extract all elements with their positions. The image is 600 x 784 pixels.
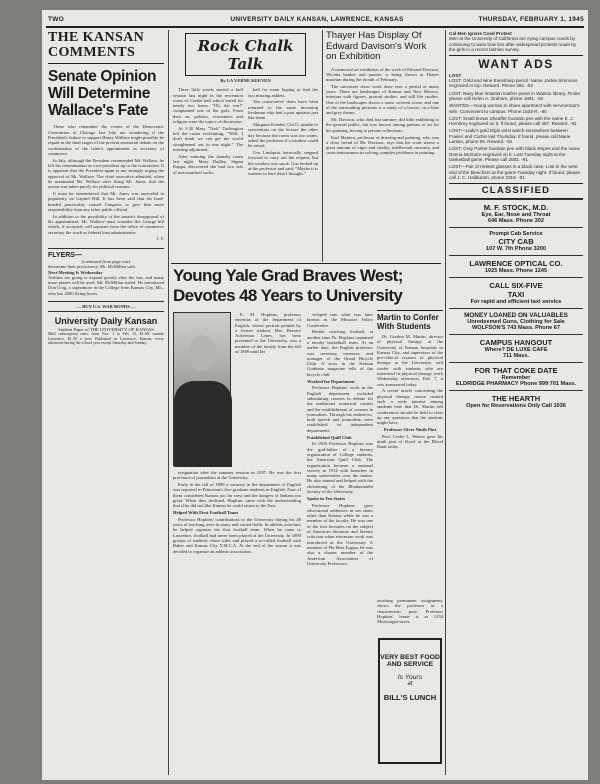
- ad-name: THE HEARTH: [491, 394, 541, 404]
- blood-paragraph: Prof. Leslie L. Waters gave his ninth pint of blood at the Blood Bank today.: [377, 433, 443, 450]
- ad-city-cab[interactable]: [449, 227, 583, 255]
- martin-paragraph: A recent article concerning the physical therapy course created such a wide interest among students here that Dr. Martin felt conferences should be held to clear up any questions that the students might have.: [377, 388, 443, 426]
- ad-detail: Eye, Ear, Nose and Throat: [481, 212, 551, 219]
- ad-address: 711 Mass.: [502, 353, 530, 360]
- ad-detail: Where? DE LUXE CAFE: [484, 347, 548, 354]
- martin-paragraph: Dr. Gordon M. Martin, director of physical therapy at the University of Kansas hospitals in Kansas City, and supervisor of the pre-clinical courses in physical therapy at the University, will confer with students who are interested in physical therapy work Wednesday afternoon, Feb. 7, it was announced today.: [377, 334, 443, 387]
- flyers-title: FLYERS—: [48, 251, 82, 259]
- ad-wolfsons[interactable]: [449, 308, 583, 334]
- ad-line: Is Yours: [397, 674, 423, 681]
- column-paragraph: Margaret Kreider, Chi O, unable to concentrate on the lecture the other day because the room was too warm, asked the professor if a window could be raised.: [248, 122, 318, 149]
- editorial-paragraph: Those who remember the events of the Democratic Convention in Chicago last July are wondering if the President's failure to support Henry Wallace might possibly be repaid in the final stages of the present senatorial debate on the confirmation of the latter's appointment as secretary of commerce.: [48, 124, 164, 156]
- ad-address: ELDRIDGE PHARMACY Phone 999 701 Mass.: [455, 381, 577, 388]
- editorial-paragraph: In addition to the possibility of the senate's disapproval of his appointment, Mr. Wallace must consider the George bill which, if accepted, will separate from the office of commerce secretary the work as federal loan administrator.: [48, 213, 164, 235]
- ad-line: at: [407, 681, 413, 687]
- column-paragraph: Three little words started a bull session last night in the recreation room of Corbin hall which lasted for nearly two hours. "Oh, the war!" complained one of the girls. From then on, politics, economics and religion were the topics of discussion.: [173, 87, 243, 125]
- ad-deluxe-cafe[interactable]: [449, 334, 583, 362]
- ad-hearth[interactable]: [449, 390, 583, 412]
- flyers-body: determine their proficiency, Mr. McMillen said.: [48, 264, 136, 270]
- martin-headline: Martin to Confer With Students: [377, 310, 443, 331]
- hopkins-paragraph: Beside coaching football, at another time Dr. Hopkins captained a faculty basketball team. At an earlier date, the English professor was secretary, treasurer, and manager of the Oread Bicycle Club. A story in the Kansan Graduate magazine tells of the bicycle club.: [307, 329, 373, 377]
- davison-paragraph: A memorial art exhibition of the work of Edward Davison, Wichita banker and painter, is being shown at Thayer museum during the month of February.: [326, 66, 439, 83]
- want-ad-item: LOST: Gray Parker fountain pen with black stripes and the name Deena McGuire engraved on it. Lost Tuesday night at the basketball game. Please call 2582. -91: [449, 146, 580, 162]
- want-ad-item: WANTED—Young woman to share apartment with serviceman's wife. Convenient to campus. Phone 1534-R. -90: [449, 103, 580, 114]
- next-meeting-subhead: Next Meeting Is Wednesday: [48, 269, 103, 275]
- kansan-comments-column: [48, 31, 164, 776]
- hopkins-paragraph: veloped into what was later known as the Missouri Valley Conference.: [307, 312, 373, 328]
- want-ad-list: [449, 78, 583, 180]
- hopkins-paragraph: E. M. Hopkins, professor emeritus of the department of English, whose portrait painted by a former student, Mrs. Bernice Ackerman Lepes, has been presented to the University, was a member of the faculty from the fall of 1889 until his: [235, 312, 301, 355]
- ad-name: LAWRENCE OPTICAL CO.: [469, 259, 563, 269]
- column-text-right: [248, 87, 318, 178]
- ad-name: CAMPUS HANGOUT: [479, 338, 553, 348]
- ad-address: 107 W. 7th Phone 3200: [485, 246, 546, 253]
- want-ad-item: LOST: Small brown Sheaffer fountain pen with the name E. J. Hembrey engraved on it. If found, please call 267. Reward. -91: [449, 115, 577, 127]
- classified-column: [449, 31, 583, 776]
- editorial-paragraph: In July, although the President commended Mr. Wallace, he left his renomination as vice-president up to the convention. It is apparent that the President again is not strongly urging the approval of Mr. Wallace. The chief executive admitted, when he nominated Mr. Wallace after firing Mr. Jones, that the action was taken purely for political reasons.: [48, 157, 164, 190]
- ad-line: BILL'S LUNCH: [383, 693, 437, 702]
- editorial-body: [48, 124, 164, 241]
- blood-subhead: Professor Gives Ninth Pint: [383, 427, 437, 433]
- bills-lunch-ad[interactable]: [378, 638, 442, 764]
- masthead-title: University Daily Kansan: [54, 316, 158, 327]
- hopkins-subhead: Spoke in Ten States: [307, 495, 346, 501]
- davison-headline: Thayer Has Display Of Edward Davison's Work on Exhibition: [326, 31, 427, 62]
- portrait-face: [188, 335, 216, 371]
- flyers-story: [48, 248, 164, 296]
- ad-name: M. F. STOCK, M.D.: [483, 203, 549, 213]
- ad-address: 646 Mass. Phone 302: [488, 218, 544, 225]
- ad-address: 1025 Mass. Phone 1245: [484, 268, 548, 275]
- hopkins-body-left: [173, 470, 301, 554]
- davison-body: [326, 67, 439, 156]
- want-ad-item: LOST: Navy blue imitation leather purse in Watson library. Finder please call Helen A. Graham, phone 1891. -92: [449, 90, 581, 101]
- want-ad-item: LOST: Gold and wine Eversharp pencil. Name Jackie Simmons engraved in top. Reward. Phone 394. -92: [449, 78, 578, 89]
- next-meeting-body: Airlines are going to expand greatly after the war, and many more planes will be used, Mr. McMillan stated. He introduced Don Crog, a sophomore in the College from Kansas City, Mo., who has 2000 flying hours.: [48, 274, 164, 296]
- hopkins-paragraph: In 1900 Professor Hopkins was the god-father of a literary organization of College students, the American Quill Club. The organization became a national society in 1914 with branches in many universities over the nation. He also named and helped with the christening of the Bhudamanthi Society of the University.: [307, 441, 373, 494]
- ad-name: CITY CAB: [498, 237, 534, 247]
- portrait-photo: [173, 312, 231, 466]
- column-divider: [445, 30, 446, 775]
- ad-name: CALL SIX-FIVE: [489, 281, 543, 291]
- column-paragraph: After entering the laundry room last night, Mary Dudley, Sigma Kappa, discovered she had two sets of mis-matched socks.: [173, 153, 243, 175]
- hopkins-paragraph: Professor Hopkins' work in the English department included substituting courses in debate for the traditional oratorical contest and the establishment of courses in journalism. Through his endeavors, both speech and journalism were established in independent departments.: [307, 385, 373, 433]
- hopkins-paragraph: Early in the fall of 1889 a vacancy in the department of English was reported to Princeton's five graduate students in English. Four of them considered Kansas too far west and the dangers of Indians too great. When they declined, Hopkins came with the understanding that if he did not like Kansas he could return to the East.: [173, 482, 301, 509]
- section-title: THE KANSAN COMMENTS: [48, 31, 164, 64]
- ad-detail: Unredeemed Guns, Clothing for Sale: [467, 319, 565, 326]
- portrait-coat: [174, 381, 232, 467]
- ad-name: TAXI: [507, 290, 525, 300]
- column-paragraph: ball for room hoping to find the two missing anklets.: [248, 87, 318, 98]
- ad-tagline: Prompt Cab Service: [489, 231, 543, 238]
- ad-taxi[interactable]: [449, 277, 583, 308]
- rock-chalk-talk: [173, 31, 318, 263]
- cal-body: Men at the University of California are eying campus coeds by continuing to wear bow ties after widespread protests made by the girls in a recent fashion survey.: [449, 36, 577, 52]
- ad-line: VERY BEST FOOD: [380, 654, 440, 661]
- issue-date: THURSDAY, FEBRUARY 1, 1945: [478, 16, 584, 23]
- davison-paragraph: The canvasses show work done over a period of many years. There are landscapes of Kansas and New Mexico, interiors with figures, portrait studies, and still life studies. One of the landscapes shows a snow covered scene, and one of the outstanding portraits is a study of a lawyer, in a blue and grey theme.: [326, 83, 439, 116]
- column-text-left: [173, 87, 243, 178]
- want-ad-item: LOST—Pair of rimless glasses in a black case. Lost in the west end of the bleachers at the game Tuesday night. If found, please call J. C. Haliburton, phone 2318. -91: [449, 164, 581, 180]
- ad-name: FOR THAT COKE DATE: [474, 366, 558, 376]
- martin-story: [377, 310, 443, 626]
- lost-heading: LOST: [449, 72, 462, 78]
- hopkins-paragraph: Professor Hopkins' contributions to the University during his 48 years of teaching were in many and varied fields. In athletic activities he helped organize the first football team. When he came to Lawrence, football had never been played at the University. In 1890 groups of students chose sides and played a so-called football with Baker and Kansas City Y.M.C.A. At the end of the season it was decided to organize an athletic association.: [173, 516, 301, 554]
- column-divider: [168, 30, 169, 775]
- newspaper-page: [42, 10, 588, 780]
- page-number: TWO: [48, 16, 65, 23]
- war-bonds-banner: — BUY U.S. WAR BONDS —: [48, 301, 164, 312]
- cal-headline: Cal Men Ignore Coed Protest: [449, 31, 512, 36]
- hopkins-paragraph: resignation after the summer session in 1937. He was the first professor of journalism at the University.: [173, 470, 301, 481]
- flyers-continued: (continued from page one): [81, 258, 131, 264]
- hopkins-subhead: Helped With First Football Team: [173, 510, 238, 516]
- davison-exhibition-story: [326, 31, 439, 263]
- hopkins-intro: [235, 312, 301, 466]
- column-logo: [185, 33, 306, 76]
- editorial-headline: Senate Opinion Will Determine Wallace's Fate: [48, 68, 157, 120]
- editorial-signature: J. V.: [156, 236, 164, 242]
- column-paragraph: Gus Lindquist heroically stepped forward to carry out the request, but the window was stuck. Gus looked up at the professor and said: "Maybe it is warmer in here than I thought.": [248, 150, 318, 177]
- ad-line: AND SERVICE: [386, 661, 434, 668]
- header-rule: [46, 26, 584, 28]
- hopkins-subhead: Established Quill Club: [307, 434, 352, 440]
- hopkins-continued: awaiting permanent assignment, shows the professor in a characteristic pose. Professor Hopkins' home is at 1234 Mississippi street.: [377, 598, 443, 625]
- column-paragraph: At 1:30 Mary "Turk" Turkington left the room exclaiming, "Well, I don't think we can get the world straightened out in one night." The meeting adjourned.: [173, 125, 243, 153]
- ad-name: MONEY LOANED ON VALUABLES: [464, 312, 568, 320]
- column-divider: [322, 30, 323, 262]
- editorial-paragraph: It must be remembered that Mr. Jones was unrivaled in popularity on Capitol Hill. It has been said that his hard-headed practicality caused Congress to give him more responsibility than any other public official.: [48, 190, 164, 212]
- masthead-body: Mail subscription rates, from Nov. 1 to Feb. 15, $1.00; outside Lawrence, $1.50 a year. Published in Lawrence, Kansas, every afternoon during the school year except Saturday and Sunday.: [48, 331, 164, 346]
- ad-eldridge[interactable]: [449, 362, 583, 390]
- ad-stock[interactable]: [449, 199, 583, 227]
- davison-paragraph: Karl Mattern, professor of drawing and painting, who was a close friend of Mr. Davison, says that his work shows a great amount of vigor and vitality, intellectual curiosity, and conscientiousness in solving complex problems in painting.: [326, 134, 439, 156]
- column-byline: By LA VERNE KEEVEN: [220, 78, 271, 83]
- want-ads-title: WANT ADS: [449, 55, 583, 71]
- davison-paragraph: Mr. Davison, who died last summer, did little exhibiting to the general public, but was known among patrons of art for his painting, having to private collections.: [326, 117, 439, 133]
- paper-title: UNIVERSITY DAILY KANSAN, LAWRENCE, KANSAS: [230, 16, 404, 23]
- hopkins-story-left: [173, 312, 301, 777]
- hopkins-paragraph: Professor Hopkins gave educational addresses in ten states other than Kansas while he was a member of the faculty. He was one of the first lecturers on the subject of American literature and literary criticism when extension work was introduced at the University. A member of Phi Beta Kappa, he was also a charter member of the American Association of University Professors.: [307, 502, 373, 566]
- ad-address: WOLFSON'S 743 Mass. Phone 67: [471, 325, 561, 332]
- column-paragraph: Ten consecutive dates have been returned to the same incoming freshman who had a pair upstairs just like them.: [248, 99, 318, 121]
- column-title: Rock Chalk Talk: [197, 37, 294, 73]
- hopkins-subhead: Worked for Department: [307, 378, 355, 384]
- ad-detail: Remember: [501, 375, 531, 382]
- masthead-subtitle: Student Paper of THE UNIVERSITY OF KANSAS: [58, 326, 154, 332]
- hopkins-story-right: [307, 312, 373, 777]
- ad-tagline: For rapid and efficient taxi service: [470, 299, 562, 306]
- story-rule: [171, 263, 441, 264]
- classified-banner: CLASSIFIED: [449, 183, 583, 199]
- ad-address: Open for Reservations Only Call 1036: [466, 403, 566, 410]
- ad-optical[interactable]: [449, 255, 583, 277]
- want-ad-item: LOST—Lady's gold Elgin wrist watch somewhere between Frasier and Corbin last Thursday. If found, please call Marie Larsen, phone 89. Reward. -91: [449, 128, 571, 145]
- martin-body: [377, 334, 443, 450]
- hopkins-body-right: [307, 312, 373, 566]
- hopkins-headline: Young Yale Grad Braves West; Devotes 48 Years to University: [173, 266, 403, 305]
